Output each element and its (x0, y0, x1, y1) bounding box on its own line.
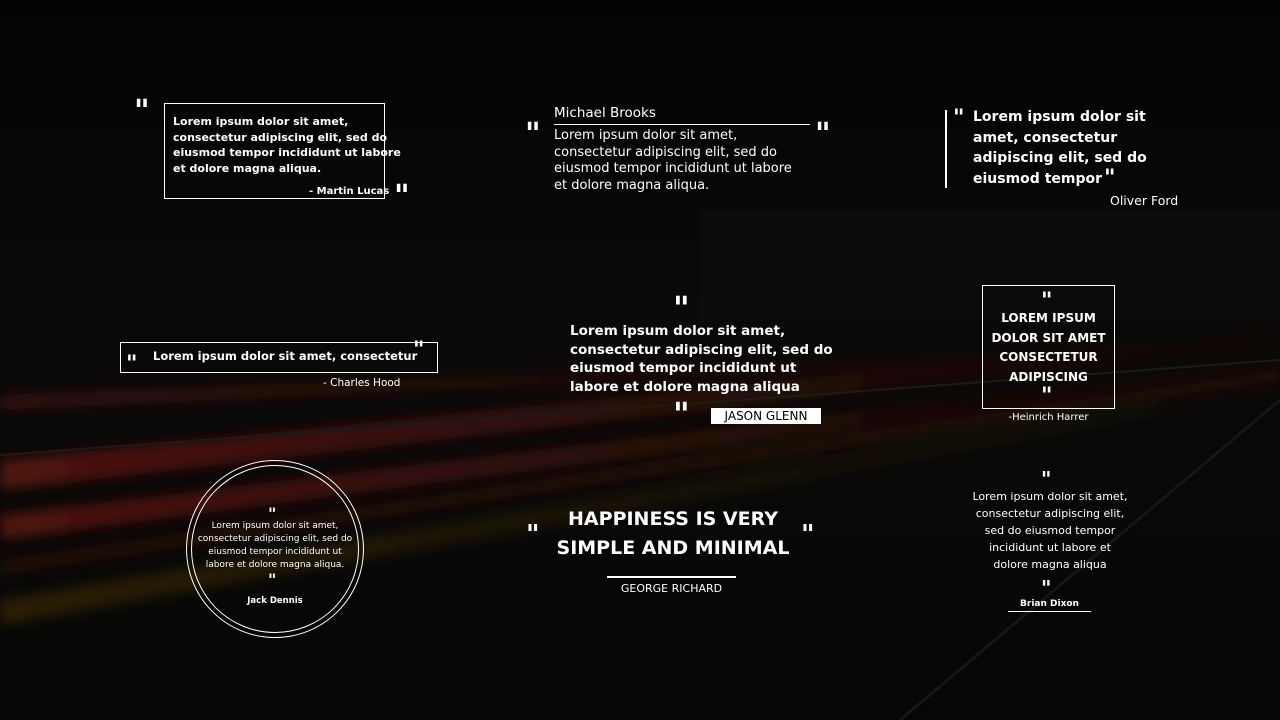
quote-author: Michael Brooks (554, 105, 656, 121)
quote-text: Lorem ipsum dolor sit amet, consectetur adipiscing elit, sed do eiusmod tempor incididunt ut labore et dolore magna aliqua (972, 490, 1128, 571)
open-quote-icon: " (134, 94, 149, 129)
open-quote-icon: " (268, 504, 276, 523)
quote-text: Lorem ipsum dolor sit amet, consectetur adipiscing elit, sed do eiusmod tempor incididunt ut labore et dolore magna aliqua. (554, 128, 792, 193)
quote-text: Lorem ipsum dolor sit amet, consectetur (153, 349, 418, 363)
vertical-bar (945, 110, 947, 188)
close-quote-icon: " (268, 570, 276, 589)
quote-author: - Martin Lucas (309, 186, 390, 197)
quote-author: GEORGE RICHARD (620, 582, 723, 595)
quote-text: Lorem ipsum dolor sit amet, consectetur adipiscing elit, sed do eiusmod tempor incididunt ut labore et dolore magna aliqua (570, 323, 833, 395)
divider-line (607, 576, 736, 578)
quote-text: Lorem ipsum dolor sit amet, consectetur adipiscing elit, sed do eiusmod tempor incididunt ut labore et dolore magna aliqua. (197, 521, 353, 570)
author-underline (1008, 611, 1091, 612)
open-quote-icon: " (526, 520, 539, 550)
open-quote-icon: " (525, 117, 540, 152)
open-quote-icon: " (1041, 467, 1051, 491)
quote-author: - Charles Hood (323, 377, 401, 389)
quote-text: Lorem ipsum dolor sit amet, consectetur adipiscing elit, sed do eiusmod tempor (973, 109, 1147, 187)
quote-author: Brian Dixon (1020, 599, 1079, 609)
close-quote-icon: " (801, 520, 814, 550)
close-quote-icon: " (394, 179, 409, 214)
close-quote-icon: " (413, 338, 424, 363)
close-quote-icon: " (1041, 384, 1052, 409)
open-quote-icon: " (1041, 289, 1052, 314)
close-quote-icon: " (1041, 576, 1051, 600)
quote-author: Jack Dennis (247, 596, 303, 606)
quote-text: HAPPINESS IS VERY SIMPLE AND MINIMAL (556, 508, 790, 559)
close-quote-icon: " (1104, 166, 1115, 191)
open-quote-icon: " (953, 106, 964, 131)
quote-author: Oliver Ford (1110, 193, 1179, 208)
quote-author: -Heinrich Harrer (1008, 412, 1089, 423)
quote-text: Lorem ipsum dolor sit amet, consectetur adipiscing elit, sed do eiusmod tempor incididunt ut labore et dolore magna aliqua. (173, 115, 401, 175)
close-quote-icon: " (673, 395, 689, 433)
quote-text: LOREM IPSUM DOLOR SIT AMET CONSECTETUR ADIPISCING (991, 311, 1106, 385)
open-quote-icon: " (126, 352, 137, 377)
close-quote-icon: " (815, 117, 830, 152)
quote-author-badge: JASON GLENN (711, 408, 821, 424)
divider-line (554, 124, 810, 125)
open-quote-icon: " (673, 289, 689, 327)
